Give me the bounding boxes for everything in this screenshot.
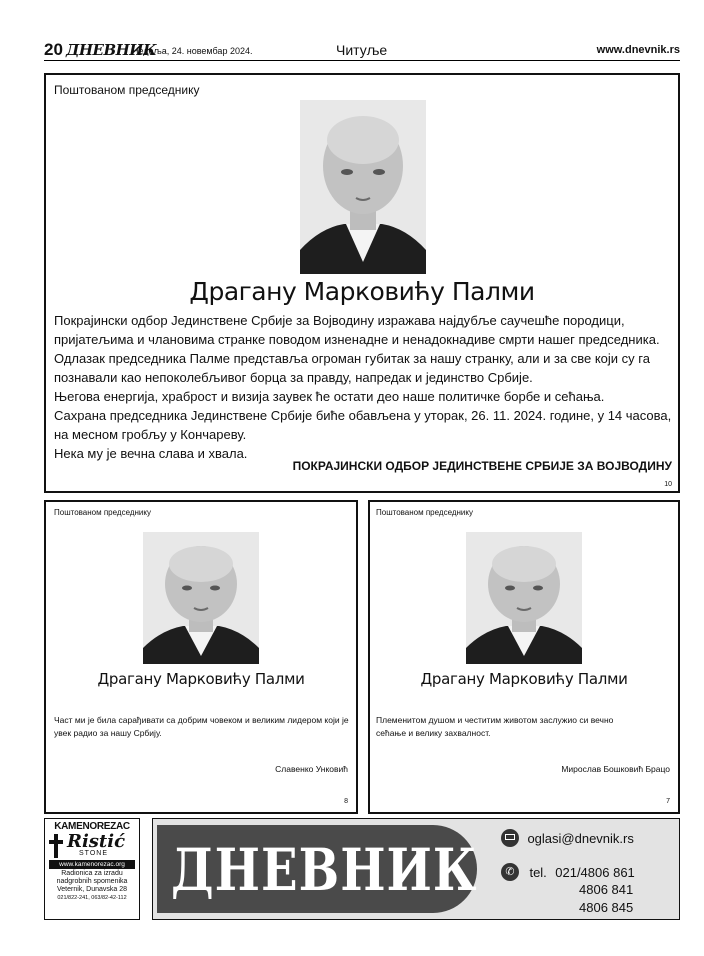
kamenorezac-ad[interactable] — [44, 818, 140, 920]
tel-label: tel. — [529, 864, 547, 880]
notice-paragraph: Његова енергија, храброст и визија заувек ће остати део наше политичке борбе и сећања. — [54, 389, 605, 404]
ad-phones: 021/822-241, 063/82-42-112 — [57, 895, 127, 901]
ad-number: 10 — [664, 481, 672, 488]
phone-icon: ✆ — [501, 863, 519, 881]
brand-sub: STONE — [79, 850, 108, 857]
preface-text: Поштованом председнику — [376, 508, 473, 517]
main-obituary — [44, 73, 680, 493]
deceased-name: Драгану Марковићу Палми — [97, 670, 305, 688]
preface-text: Поштованом председнику — [54, 83, 200, 97]
phone-row — [501, 863, 635, 881]
cross-icon — [49, 834, 63, 858]
notice-paragraph: Сахрана председника Јединствене Србије биће обављена у уторак, 26. 11. 2024. године, у 14 часова, на месном гробљу у Кончареву. — [54, 408, 672, 442]
ad-phone: 4806 845 — [579, 900, 634, 915]
ad-line: Radionica za izradu — [61, 870, 123, 877]
notice-text: Племенитом душом и честитим животом заслужио си вечно сећање и велику захвалност. — [376, 715, 614, 738]
ad-website[interactable]: www.kamenorezac.org — [49, 860, 135, 869]
ad-email[interactable]: oglasi@dnevnik.rs — [527, 830, 634, 846]
portrait-photo — [466, 532, 582, 664]
monitor-icon — [501, 829, 519, 847]
page-number: 20 — [44, 40, 63, 59]
notice-paragraph: Покрајински одбор Јединствене Србије за Војводину изражава најдубље саучешће породици, пријатељима и члановима странке поводом изненадне и ненадокнадиве смрти нашег председника. — [54, 313, 660, 347]
ad-number: 8 — [344, 798, 348, 805]
ad-address: Veternik, Dunavska 28 — [56, 886, 128, 893]
portrait-photo — [300, 100, 426, 274]
brand-name: Ristić — [67, 831, 126, 852]
ad-title: KAMENOREZAC — [54, 821, 130, 832]
notice-paragraph: Одлазак председника Палме представља огроман губитак за нашу странку, али и за све који су га познавали као непоколебљивог борца за правду, напредак и јединство Србије. — [54, 351, 650, 385]
issue-date: Недеља, 24. новембар 2024. — [132, 46, 253, 56]
dnevnik-logo-panel — [157, 825, 477, 913]
notice-paragraph: Нека му је вечна слава и хвала. — [54, 446, 248, 461]
ad-number: 7 — [666, 798, 670, 805]
ristic-logo — [45, 833, 139, 859]
website-link[interactable]: www.dnevnik.rs — [596, 44, 680, 56]
notice-signature: Славенко Унковић — [275, 764, 348, 774]
obituary-right — [368, 500, 680, 814]
dnevnik-logo: ДНЕВНИК — [171, 837, 478, 905]
section-title: Читуље — [336, 42, 388, 58]
portrait-photo — [143, 532, 259, 664]
ad-line: nadgrobnih spomenika — [56, 878, 128, 885]
notice-body — [54, 311, 674, 463]
notice-text: Част ми је била сарађивати са добрим човеком и великим лидером који је увек радио за нашу Србију. — [54, 715, 349, 738]
preface-text: Поштованом председнику — [54, 508, 151, 517]
dnevnik-ad[interactable] — [152, 818, 680, 920]
notice-signature: Мирослав Бошковић Брацо — [561, 764, 670, 774]
ad-phone: 021/4806 861 — [555, 864, 635, 880]
header-rule — [44, 60, 680, 61]
obituary-left — [44, 500, 358, 814]
page-header — [0, 0, 704, 62]
masthead-logo: ДНЕВНИК — [66, 41, 157, 59]
deceased-name: Драгану Марковићу Палми — [420, 670, 628, 688]
deceased-name: Драгану Марковићу Палми — [189, 277, 535, 306]
notice-signature: ПОКРАЈИНСКИ ОДБОР ЈЕДИНСТВЕНЕ СРБИЈЕ ЗА ВОЈВОДИНУ — [292, 459, 672, 473]
email-row[interactable] — [501, 829, 634, 847]
ad-phone: 4806 841 — [579, 882, 634, 897]
